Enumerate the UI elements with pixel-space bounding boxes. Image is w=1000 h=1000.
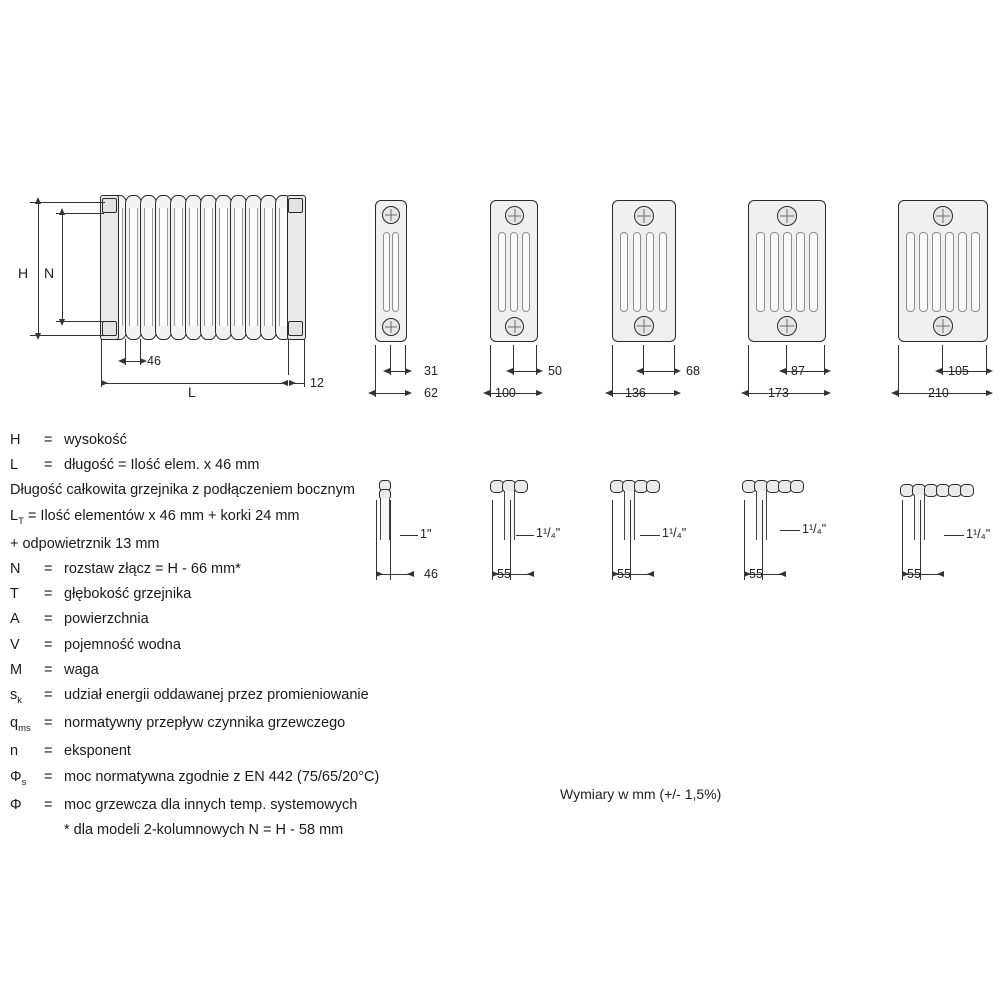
legend-footnote: * dla modeli 2-kolumnowych N = H - 58 mm [64, 822, 344, 839]
connector-nut-icon [634, 316, 654, 336]
legend-text: waga [64, 661, 99, 678]
dim-arrow [140, 358, 147, 364]
dim-arrow [118, 358, 125, 364]
legend-symbol: N [10, 561, 21, 577]
dim-outer-2col: 62 [424, 386, 438, 400]
label-h: H [18, 265, 29, 281]
dim-outer-5col: 173 [768, 386, 789, 400]
side-view-radiator [20, 195, 350, 410]
dim-arrow [281, 380, 288, 386]
dim-inner-5col: 87 [791, 364, 805, 378]
legend-lt-formula [10, 508, 480, 528]
legend-row-qms [10, 715, 480, 735]
legend-symbol: $s_k$ [10, 686, 22, 706]
legend-symbol: V [10, 636, 20, 653]
legend-equals: = [44, 796, 53, 813]
legend-equals: = [44, 561, 53, 577]
connector-nut-icon [505, 317, 524, 336]
label-l: L [188, 384, 196, 400]
legend-equals: = [44, 457, 53, 474]
legend-text: długość = Ilość elem. x 46 mm [64, 457, 260, 474]
units-note: Wymiary w mm (+/- 1,5%) [560, 786, 722, 802]
dim-46: 46 [147, 354, 161, 368]
dim-inner-4col: 68 [686, 364, 700, 378]
legend-text: rozstaw złącz = H - 66 mm* [64, 561, 241, 577]
legend-row-m [10, 662, 480, 679]
legend-air-vent-note: + odpowietrznik 13 mm [10, 535, 160, 552]
legend-text: powierzchnia [64, 611, 149, 628]
legend-symbol: Φ [10, 796, 22, 813]
connector-nut-icon [933, 316, 953, 336]
legend-text: normatywny przepływ czynnika grzewczego [64, 715, 346, 732]
legend-equals: = [44, 586, 53, 603]
ext-line [30, 202, 105, 203]
thread-3col: 1¹/₄" [536, 526, 561, 540]
legend-text: eksponent [64, 743, 131, 760]
dim-line-46 [125, 361, 140, 362]
dim-inner-2col: 31 [424, 364, 438, 378]
legend-text: moc normatywna zgodnie z EN 442 (75/65/20°C) [64, 768, 380, 785]
connector-nut-icon [777, 316, 797, 336]
ext-line [56, 213, 104, 214]
radiator-end-cap-right [287, 195, 306, 340]
dim-conn-2col: 46 [424, 567, 438, 581]
legend-symbol: n [10, 743, 19, 760]
dim-outer-6col: 210 [928, 386, 949, 400]
legend-lt-prefix: L [10, 507, 19, 524]
legend-text: udział energii oddawanej przez promieniowanie [64, 686, 369, 703]
legend-row-l [10, 457, 480, 474]
connector-nut-icon [505, 206, 524, 225]
thread-6col: 1¹/₄" [966, 527, 991, 541]
thread-4col: 1¹/₄" [662, 526, 687, 540]
legend-equals: = [44, 768, 53, 785]
legend-row-phi-s [10, 769, 480, 789]
dim-arrow [289, 380, 296, 386]
legend-text: moc grzewcza dla innych temp. systemowych [64, 796, 358, 813]
legend-row-n [10, 561, 480, 578]
legend-symbol: T [10, 586, 19, 603]
legend-row-phi [10, 797, 480, 814]
dim-inner-3col: 50 [548, 364, 562, 378]
radiator-end-cap-left [100, 195, 119, 340]
dim-outer-4col: 136 [625, 386, 646, 400]
dim-arrow [101, 380, 108, 386]
legend-text: głębokość grzejnika [64, 586, 192, 603]
cross-section-2-column [375, 200, 415, 350]
connector-nut [102, 321, 117, 336]
legend-equals: = [44, 636, 53, 653]
legend-symbol: L [10, 457, 19, 474]
legend-symbol: $q_{ms}$ [10, 715, 31, 735]
legend-text: wysokość [64, 432, 127, 448]
ext-line [304, 339, 305, 387]
thread-5col: 1¹/₄" [802, 522, 827, 536]
legend-symbol: $\Phi_s$ [10, 768, 27, 788]
ext-line [56, 321, 104, 322]
cross-section-4-column [612, 200, 684, 350]
legend-lt-subscript: T [18, 515, 24, 527]
ext-line [30, 335, 105, 336]
dim-conn-6col: 55 [907, 567, 921, 581]
connector-nut-icon [777, 206, 797, 226]
connector-nut-icon [382, 318, 400, 336]
connector-nut-icon [634, 206, 654, 226]
legend-text: pojemność wodna [64, 636, 181, 653]
dim-line-n [62, 212, 63, 322]
legend-equals: = [44, 686, 53, 703]
legend-row-v [10, 637, 480, 654]
ext-line [288, 339, 289, 375]
connector-nut [288, 198, 303, 213]
legend-row-n-exp [10, 743, 480, 760]
legend-symbol: A [10, 611, 20, 628]
connector-nut [288, 321, 303, 336]
dim-inner-6col: 105 [948, 364, 969, 378]
legend-row-h [10, 432, 480, 449]
legend-lt-rest: = Ilość elementów x 46 mm + korki 24 mm [23, 507, 300, 524]
legend-equals: = [44, 432, 53, 448]
legend-row-t [10, 586, 480, 603]
legend-equals: = [44, 715, 53, 732]
legend [10, 432, 480, 838]
legend-total-length-note: Długość całkowita grzejnika z podłączeniem bocznym [10, 482, 355, 499]
dim-conn-4col: 55 [617, 567, 631, 581]
cross-section-3-column [490, 200, 546, 350]
legend-symbol: H [10, 432, 21, 448]
label-n: N [44, 265, 55, 281]
dim-outer-3col: 100 [495, 386, 516, 400]
legend-equals: = [44, 661, 53, 678]
legend-row-sk [10, 687, 480, 707]
legend-equals: = [44, 611, 53, 628]
connector-nut-icon [382, 206, 400, 224]
cross-section-5-column [748, 200, 834, 350]
dim-12: 12 [310, 376, 324, 390]
legend-row-a [10, 611, 480, 628]
connector-nut [102, 198, 117, 213]
connector-nut-icon [933, 206, 953, 226]
legend-symbol: M [10, 661, 23, 678]
legend-equals: = [44, 743, 53, 760]
dim-line-h [38, 201, 39, 336]
dim-conn-5col: 55 [749, 567, 763, 581]
cross-section-6-column [898, 200, 994, 350]
dim-conn-3col: 55 [497, 567, 511, 581]
thread-2col: 1" [420, 527, 432, 541]
